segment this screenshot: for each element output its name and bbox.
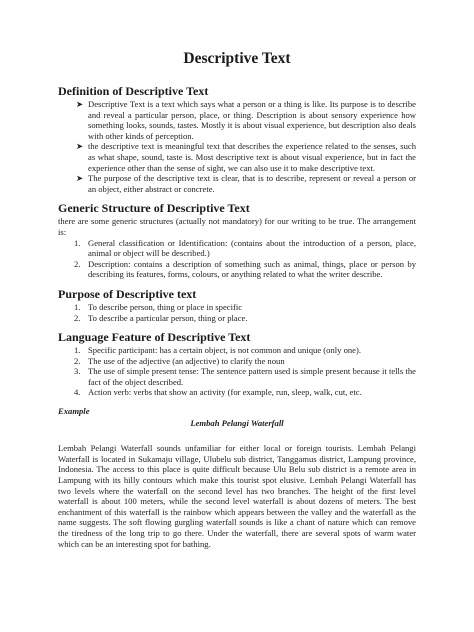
structure-section	[58, 202, 416, 280]
arrow-bullet-icon: ➤	[76, 173, 84, 184]
purpose-list	[58, 302, 416, 323]
list-item: 2. To describe a particular person, thing or place.	[74, 312, 248, 323]
list-item: 2. The use of the adjective (an adjective) to clarify the noun	[74, 355, 285, 366]
arrow-bullet-icon: ➤	[76, 99, 84, 109]
example-paragraph: Lembah Pelangi Waterfall sounds unfamiliar for either local or foreign tourists. Lembah Pelangi Waterfall is located in Sukamaju village, Ulubelu sub district, Tanggamus district, Lampung province, Indonesia. The access to this place is quite difficult because Ulu Belu sub district is a remote area in Lampung with its hilly contours which make this tourist spot elusive. Lembah Pelangi Waterfall has two levels where the waterfall on the second level has two branches. The height of the first level waterfall is about 100 meters, while the second level waterfall is about dozens of meters. The best enchantment of this waterfall is the rainbow which appears between the valley and the waterfall as the name suggests. The soft flowing gurgling waterfall sounds is like a chant of nature which can remove the tiredness of the long trip to go there. Under the waterfall, there are several spots of warm water which can be an interesting spot for bathing.	[58, 443, 416, 549]
definition-section	[58, 85, 416, 194]
structure-intro: there are some generic structures (actually not mandatory) for our writing to be true. The arrangement is:	[58, 216, 416, 237]
list-item: ➤ the descriptive text is meaningful text that describes the experience related to the senses, such as what shape, sound, taste is. Most descriptive text is about visual experience, but in fact the experience other than the sense of sight, we can also use it to make descriptive text.	[76, 141, 416, 173]
list-item: 3. The use of simple present tense: The sentence pattern used is simple present because it tells the fact of the object described.	[74, 366, 416, 387]
page-title: Descriptive Text	[183, 50, 291, 67]
example-label: Example	[58, 406, 90, 417]
purpose-heading: Purpose of Descriptive text	[58, 286, 197, 301]
structure-heading: Generic Structure of Descriptive Text	[58, 201, 250, 216]
list-item: ➤ The purpose of the descriptive text is clear, that is to describe, represent or reveal a person or an object, either abstract or concrete.	[76, 173, 416, 194]
structure-list	[58, 238, 416, 280]
list-item: 1. Specific participant: has a certain object, is not common and unique (only one).	[74, 345, 362, 356]
language-list	[58, 345, 416, 398]
list-item: 1. To describe person, thing or place in specific	[74, 301, 243, 312]
language-heading: Language Feature of Descriptive Text	[58, 330, 251, 345]
language-section	[58, 331, 416, 398]
arrow-bullet-icon: ➤	[76, 141, 84, 152]
definition-heading: Definition of Descriptive Text	[58, 84, 209, 98]
purpose-section	[58, 288, 416, 323]
list-item: 2. Description: contains a description of something such as animal, things, place or person by describing its features, forms, colours, or anything related to what the writer describe.	[74, 258, 416, 280]
definition-list	[58, 99, 416, 194]
example-title: Lembah Pelangi Waterfall	[190, 417, 284, 428]
list-item: ➤ Descriptive Text is a text which says what a person or a thing is like. Its purpose is to describe and reveal a particular person, place, or thing. Description is about sensory experience how something looks, sounds, tastes. Mostly it is about visual experience, but description also deals with other kinds of perception.	[76, 99, 416, 141]
list-item: 1. General classification or Identification: (contains about the introduction of a person, place, animal or object will be described.)	[74, 237, 416, 259]
list-item: 4. Action verb: verbs that show an activity (for example, run, sleep, walk, cut, etc.	[74, 387, 362, 398]
